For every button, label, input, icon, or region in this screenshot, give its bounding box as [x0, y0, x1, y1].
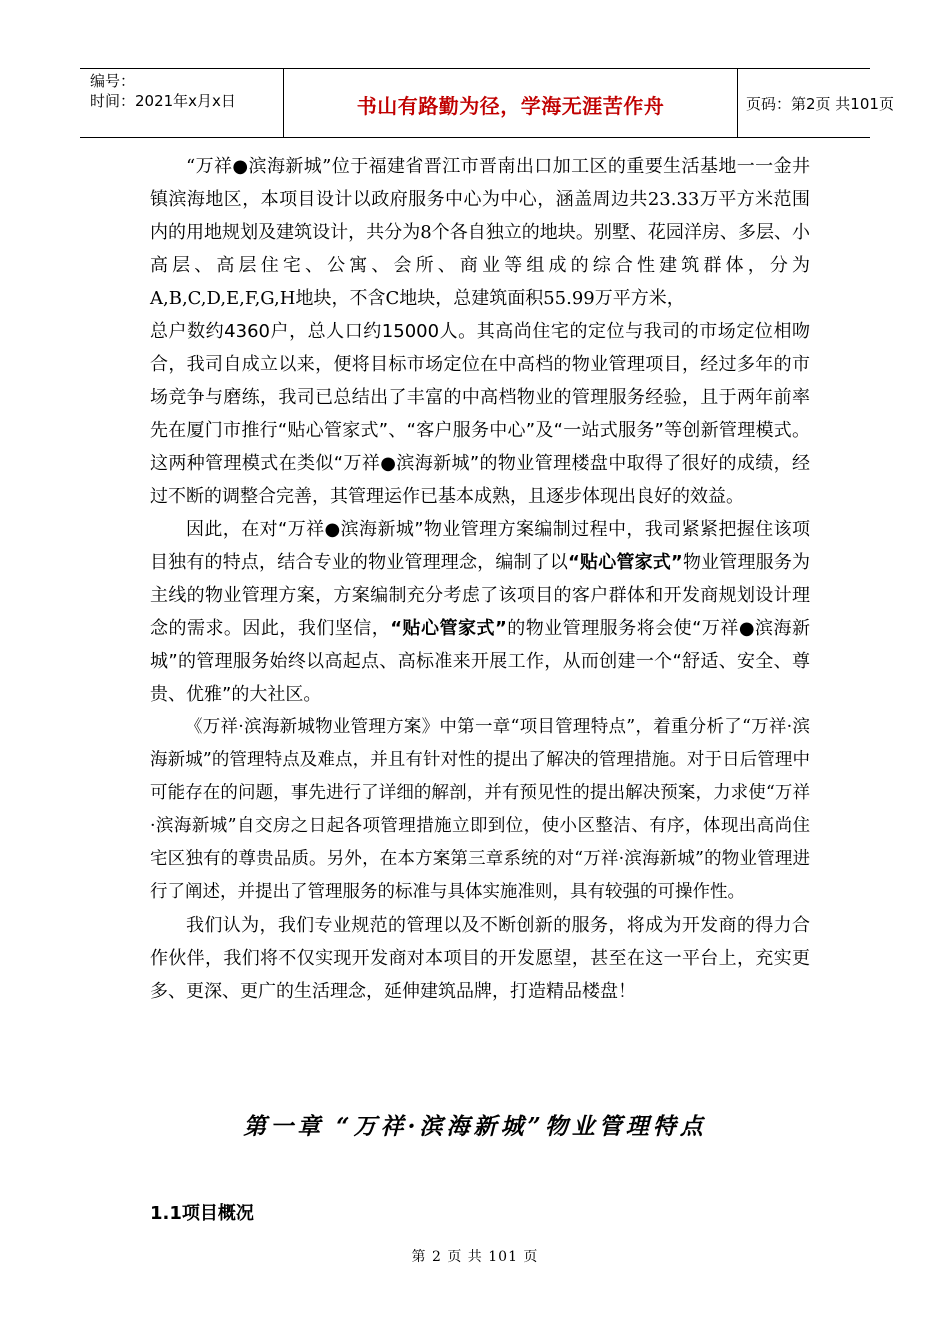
document-number-label: 编号： — [90, 72, 136, 90]
paragraph-plan-summary: 《万祥·滨海新城物业管理方案》中第一章“项目管理特点”，着重分析了“万祥·滨海新城”的管理特点及难点，并且有针对性的提出了解决的管理措施。对于日后管理中可能存在的问题，事先进行了详细的解剖，并有预见性的提出解决预案，力求使“万祥·滨海新城”自交房之日起各项管理措施立即到位，使小区整洁、有序，体现出高尚住宅区独有的尊贵品质。另外，在本方案第三章系统的对“万祥·滨海新城”的物业管理进行了阐述，并提出了管理服务的标准与具体实施准则，具有较强的可操作性。 — [150, 717, 810, 902]
paragraph-approach-bold-2: “贴心管家式” — [390, 618, 507, 639]
paragraph-conclusion: 我们认为，我们专业规范的管理以及不断创新的服务，将成为开发商的得力合作伙伴，我们将不仅实现开发商对本项目的开发愿望，甚至在这一平台上，充实更多、更深、更广的生活理念，延伸建筑品牌，打造精品楼盘！ — [150, 915, 810, 1002]
document-body — [150, 150, 810, 1008]
header-page-info: 页码：第2页 共101页 — [746, 95, 894, 113]
paragraph-approach-text-b: 物业管理服务为主线的物业管理方案，方案编制充分考虑了该项目的客户群体和开发商规划设计理念的需求。因此，我们坚信， — [150, 552, 810, 639]
paragraph-approach-text-a: 因此，在对“万祥●滨海新城”物业管理方案编制过程中，我司紧紧把握住该项目独有的特点，结合专业的物业管理理念，编制了以 — [150, 519, 810, 573]
page-footer: 第 2 页 共 101 页 — [411, 1249, 539, 1265]
chapter-title: 第一章 “万祥·滨海新城”物业管理特点 — [243, 1113, 707, 1140]
paragraph-intro: “万祥●滨海新城”位于福建省晋江市晋南出口加工区的重要生活基地一一金井镇滨海地区，本项目设计以政府服务中心为中心，涵盖周边共23.33万平方米范围内的用地规划及建筑设计，共分为8个各自独立的地块。别墅、花园洋房、多层、小高层、高层住宅、公寓、会所、商业等组成的综合性建筑群体，分为A,B,C,D,E,F,G,H地块，不含C地块，总建筑面积55.99万平方米， — [150, 156, 810, 309]
header-page-cell — [738, 69, 894, 137]
header-meta-cell — [80, 69, 284, 137]
header-motto: 书山有路勤为径，学海无涯苦作舟 — [356, 94, 665, 118]
header-motto-cell — [284, 69, 738, 137]
paragraph-approach-text-c: 的物业管理服务将会使“万祥●滨海新城”的管理服务始终以高起点、高标准来开展工作，从而创建一个“舒适、安全、尊贵、优雅”的大社区。 — [150, 618, 810, 705]
document-date-label: 时间：2021年x月x日 — [90, 92, 236, 110]
paragraph-approach-bold-1: “贴心管家式” — [568, 552, 683, 573]
paragraph-intro-continued: 总户数约4360户，总人口约15000人。其高尚住宅的定位与我司的市场定位相吻合，我司自成立以来，便将目标市场定位在中高档的物业管理项目，经过多年的市场竞争与磨练，我司已总结出了丰富的中高档物业的管理服务经验，且于两年前率先在厦门市推行“贴心管家式”、“客户服务中心”及“一站式服务”等创新管理模式。这两种管理模式在类似“万祥●滨海新城”的物业管理楼盘中取得了很好的成绩，经过不断的调整合完善，其管理运作已基本成熟，且逐步体现出良好的效益。 — [150, 321, 810, 507]
paragraph-approach — [150, 513, 810, 711]
section-title: 1.1项目概况 — [150, 1203, 254, 1224]
header-table — [80, 68, 894, 138]
